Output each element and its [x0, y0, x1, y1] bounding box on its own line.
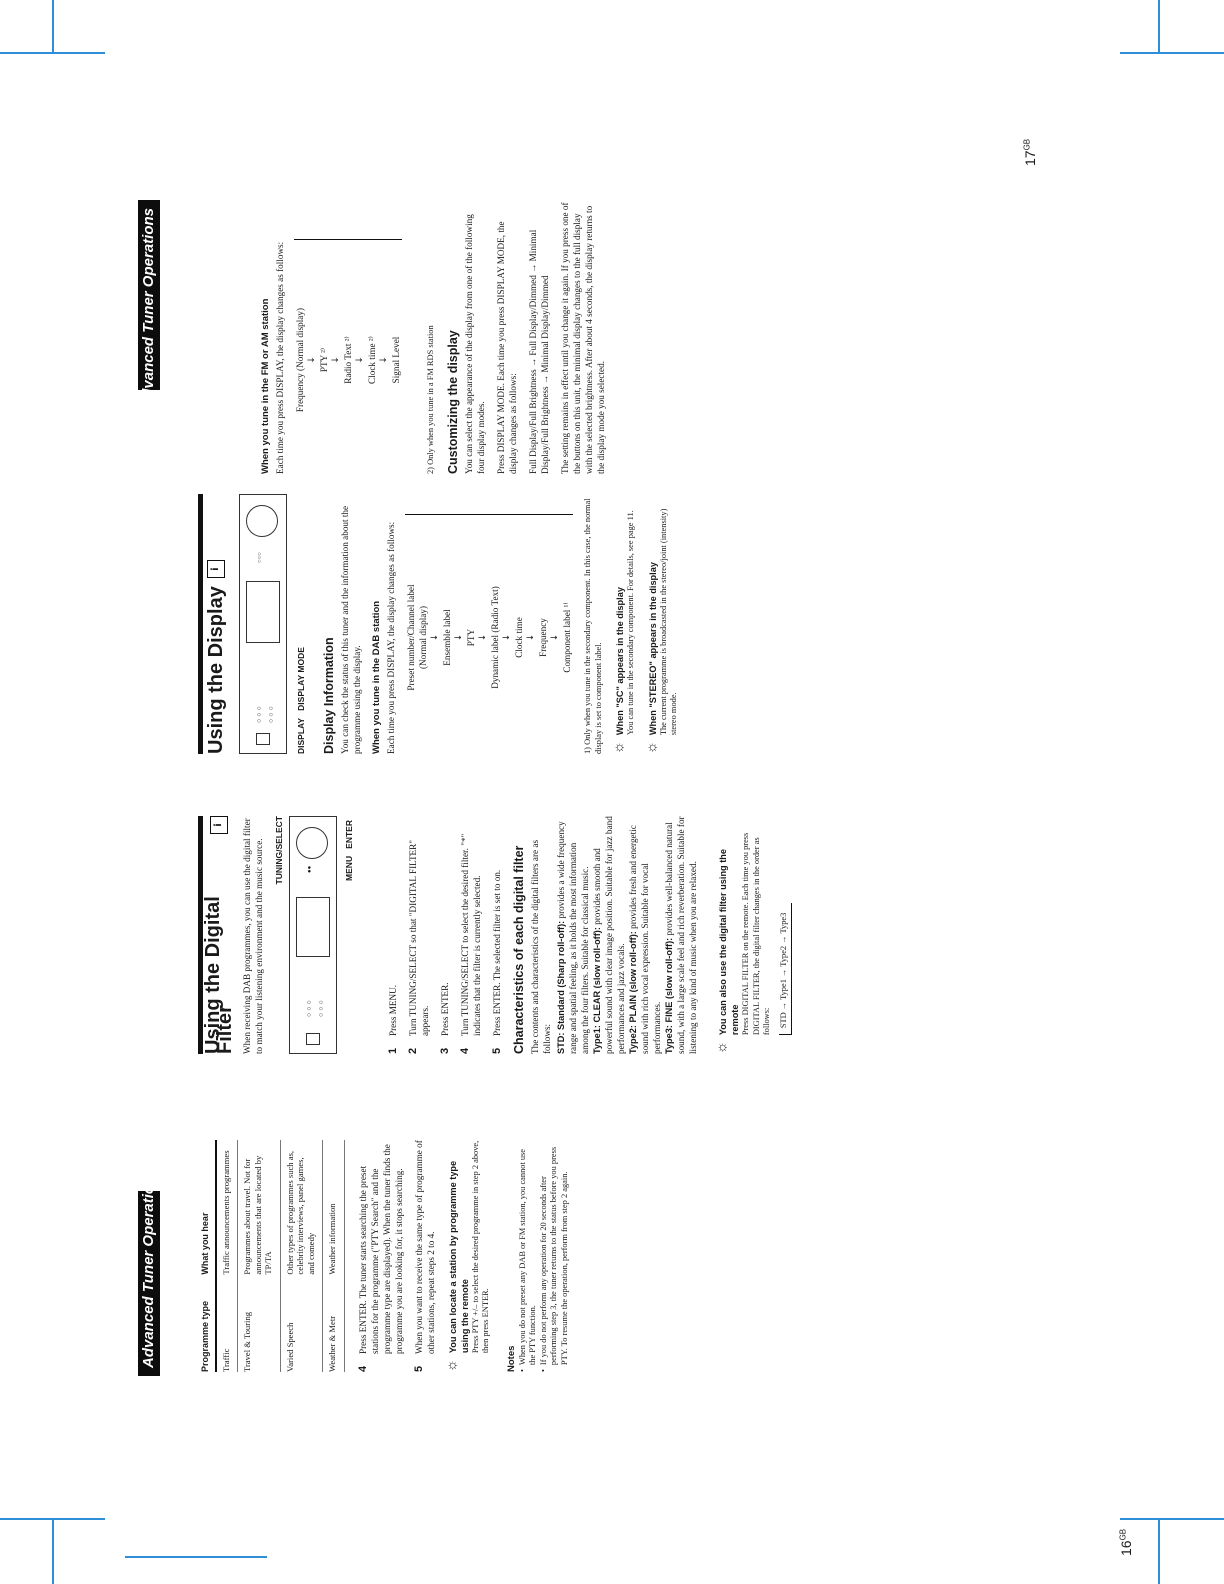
column-customize: When you tune in the FM or AM station Each time you press DISPLAY, the display changes as follows: Frequency (Normal display) ↓ PTY ²⁾ ↓ Radio Text ²⁾ ↓ Clock time ²⁾ ↓ Signal Level 2) Only when you tune in a FM RDS station Customizing the display You can select the appearance of the display from one of the following four display modes. Press DISPLAY MODE. Each time you press DISPLAY MODE, the display changes as follows: Full Display/Full Brightness → Full Display/Dimmed → Minimal Display/Full Brightness → Minimal Display/Dimmed The setting remains in effect until you change it again. If you press one of the buttons on this unit, the minimal display changes to the full display with the selected brightness. After about 4 seconds, the display returns to the display mode you selected.: [198, 199, 615, 474]
table-header: What you hear: [198, 1140, 216, 1275]
arrow-down-icon: ↓: [430, 633, 440, 642]
tuning-knob: [296, 827, 328, 859]
tuner-illustration: TUNING/SELECT ○○○ ○○○ ●● MENU ENTER: [273, 816, 383, 1054]
section-title-digital-filter: Using the Digital Filter i: [198, 816, 231, 1054]
lightbulb-icon: ☼: [644, 741, 660, 754]
step-item: 4 Turn TUNING/SELECT to select the desired filter. "*" indicates that the filter is currently selected.: [459, 833, 482, 1054]
note-item: • If you do not perform any operation for 20 seconds after performing step 3, the tuner returns to the status before you press PTY. To resume the operation, perform from step 2 again.: [538, 1146, 569, 1372]
page-number-right: $17^{GB}$: [1022, 138, 1038, 166]
step-item: 5 When you want to receive the same type of programme of other stations, repeat steps 2 to 4.: [412, 1140, 436, 1372]
step-item: 1 Press MENU.: [387, 984, 399, 1054]
lightbulb-icon: ☼: [612, 741, 627, 754]
table-header: Programme type: [198, 1275, 216, 1372]
tip-block: ☼ When "SC" appears in the display You can tune in the secondary component. For details, see page 11.: [612, 510, 635, 754]
table-row: Varied Speech Other types of programmes such as, celebrity interviews, panel games, and comedy: [280, 1140, 323, 1372]
footnote: 2) Only when you tune in a FM RDS station: [426, 325, 435, 474]
column-pty: [198, 1140, 570, 1372]
column-display: Using the Display i ○○○ ○○○ ○○○ DISPLAY DISPLAY MODE Display Information You can check the status of this tuner and the information about the programme using the display. When you tune in the DAB station Each time you press DISPLAY, the display changes as follows: Preset number/Channel label (Normal display) ↓ Ensemble label ↓ PTY ↓ Dynamic label (Radio Text) ↓ Clock time ↓ Frequency ↓ Component label ¹⁾ 1) Only when you tune in the secondary component. In this case, the normal display is set to component label. ☼ When "SC" appears in the display You can tune in the secondary component. For details, see page 11. ☼ When "STEREO" appears in the display The current programme is broadcasted in the stereo/joint (intensity) stereo mode.: [198, 494, 688, 754]
fm-display-flow: Frequency (Normal display) ↓ PTY ²⁾ ↓ Radio Text ²⁾ ↓ Clock time ²⁾ ↓ Signal Level: [294, 239, 402, 474]
menu-label: MENU: [344, 855, 354, 881]
tuner-front-panel: ○○○ ○○○ ●●: [289, 816, 337, 1054]
step-item: 5 Press ENTER. The selected filter is set to on.: [491, 869, 503, 1054]
lightbulb-icon: ☼: [715, 1041, 730, 1054]
filter-item: Type3: FINE (slow roll-off): provides well-balanced natural sound, with a large scale feel and rich reverberation. Suitable for listening to any kind of music when you are relaxed.: [664, 816, 698, 1054]
arrow-down-icon: ↓: [502, 633, 512, 642]
tuner-front-panel: ○○○ ○○○ ○○○: [239, 494, 287, 754]
footnote: 1) Only when you tune in the secondary component. In this case, the normal display is set to component label.: [583, 498, 603, 754]
header-band-left: [138, 1167, 160, 1376]
display-illustration: [235, 494, 313, 754]
note-item: • When you do not preset any DAB or FM station, you cannot use the PTY function.: [517, 1148, 537, 1372]
table-row: Traffic Traffic announcements programmes: [216, 1140, 238, 1372]
arrow-down-icon: ↓: [307, 356, 317, 364]
display-mode-label: DISPLAY MODE: [296, 647, 306, 711]
arrow-down-icon: ↓: [550, 633, 560, 642]
filter-sequence: STD → Type1 → Type2 → Type3: [779, 903, 793, 1035]
filter-item: Type2: PLAIN (slow roll-off): provides fresh and energetic sound with rich vocal expression. Suitable for vocal performances.: [628, 825, 662, 1054]
step-item: 3 Press ENTER.: [439, 982, 451, 1054]
page-number-left: $16^{GB}$: [1118, 1528, 1134, 1556]
step-item: 2 Turn TUNING/SELECT so that "DIGITAL FILTER" appears.: [407, 839, 430, 1054]
column-digital-filter: Using the Digital Filter i When receiving DAB programmes, you can use the digital filter to match your listening environment and the music source. TUNING/SELECT ○○○ ○○○ ●● MENU ENTER 1 Press MENU. 2 Turn TUNING/SELECT so that "DIGITAL FILTER" appears. 3 Press ENTER. 4 Turn TUNING/SELECT to select the desired filter. "*" indicates that the filter is currently selected. 5 Press ENTER. The selected filter is set to on. Characteristics of each digital filter The contents and characteristics of the digital filters are as follows: STD: Standard (Sharp roll-off): provides a wide frequency range and spatial feeling, as it holds the most information among the four filters. Suitable for classical music. Type1: CLEAR (slow roll-off): provides smooth and powerful sound with clear image position. Suitable for jazz band performances and jazz vocals. Type2: PLAIN (slow roll-off): provides fresh and energetic sound with rich vocal expression. Suitable for vocal performances. Type3: FINE (slow roll-off): provides well-balanced natural sound, with a large scale feel and rich reverberation. Suitable for listening to any kind of music when you are relaxed. ☼ You can also use the digital filter using the remote Press DIGITAL FILTER on the remote. Each time you press DIGITAL FILTER, the digital filter changes in the order as follows: STD → Type1 → Type2 → Type3: [198, 816, 800, 1054]
arrow-down-icon: ↓: [331, 356, 341, 364]
arrow-down-icon: ↓: [379, 356, 389, 364]
tip-block: ☼ You can also use the digital filter using the remote Press DIGITAL FILTER on the remote. Each time you press DIGITAL FILTER, the digital filter changes in the order as follows: STD → Type1 → Type2 → Type3: [717, 816, 792, 1054]
notes-block: Notes • When you do not preset any DAB or FM station, you cannot use the PTY function. • If you do not perform any operation for 20 seconds after performing step 3, the tuner returns to the status before you press PTY. To resume the operation, perform from step 2 again.: [506, 1140, 571, 1372]
info-icon: i: [207, 560, 225, 578]
display-label: DISPLAY: [296, 717, 306, 754]
header-band-right: [138, 200, 160, 409]
table-row: Travel & Touring Programmes about travel. Not for announcements that are located by TP/TA: [238, 1140, 281, 1372]
arrow-down-icon: ↓: [355, 356, 365, 364]
filter-item: STD: Standard (Sharp roll-off): provides a wide frequency range and spatial feeling, as it holds the most information among the four filters. Suitable for classical music.: [556, 821, 590, 1054]
step-item: 4 Press ENTER. The tuner starts searching the preset stations for the programme ("PTY Search" and the programme type are displayed). When the tuner finds the programme you are looking for, it stops searching.: [356, 1144, 404, 1372]
tip-block: ☼ You can locate a station by programme type using the remote Press PTY +/– to select the desired programme in step 2 above, then press ENTER.: [444, 1140, 490, 1372]
dab-display-flow: Preset number/Channel label (Normal display) ↓ Ensemble label ↓ PTY ↓ Dynamic label (Radio Text) ↓ Clock time ↓ Frequency ↓ Component label ¹⁾: [405, 514, 573, 754]
filter-item: Type1: CLEAR (slow roll-off): provides smooth and powerful sound with clear image position. Suitable for jazz band performances and jazz vocals.: [592, 816, 626, 1054]
arrow-down-icon: ↓: [526, 633, 536, 642]
lightbulb-icon: ☼: [444, 1359, 460, 1372]
arrow-down-icon: ↓: [454, 633, 464, 642]
table-row: Weather & Metr Weather information: [323, 1140, 345, 1372]
header-right-title: Advanced Tuner Operations: [140, 208, 157, 409]
section-title-display: Using the Display i: [198, 494, 225, 754]
info-icon: i: [210, 816, 228, 834]
tip-block: ☼ When "STEREO" appears in the display The current programme is broadcasted in the stereo/joint (intensity) stereo mode.: [644, 508, 678, 754]
programme-type-table: [198, 1140, 345, 1372]
header-left-title: Advanced Tuner Operations: [140, 1167, 157, 1368]
arrow-down-icon: ↓: [478, 633, 488, 642]
subsection-title: Characteristics of each digital filter: [512, 845, 526, 1054]
enter-label: ENTER: [344, 820, 354, 849]
